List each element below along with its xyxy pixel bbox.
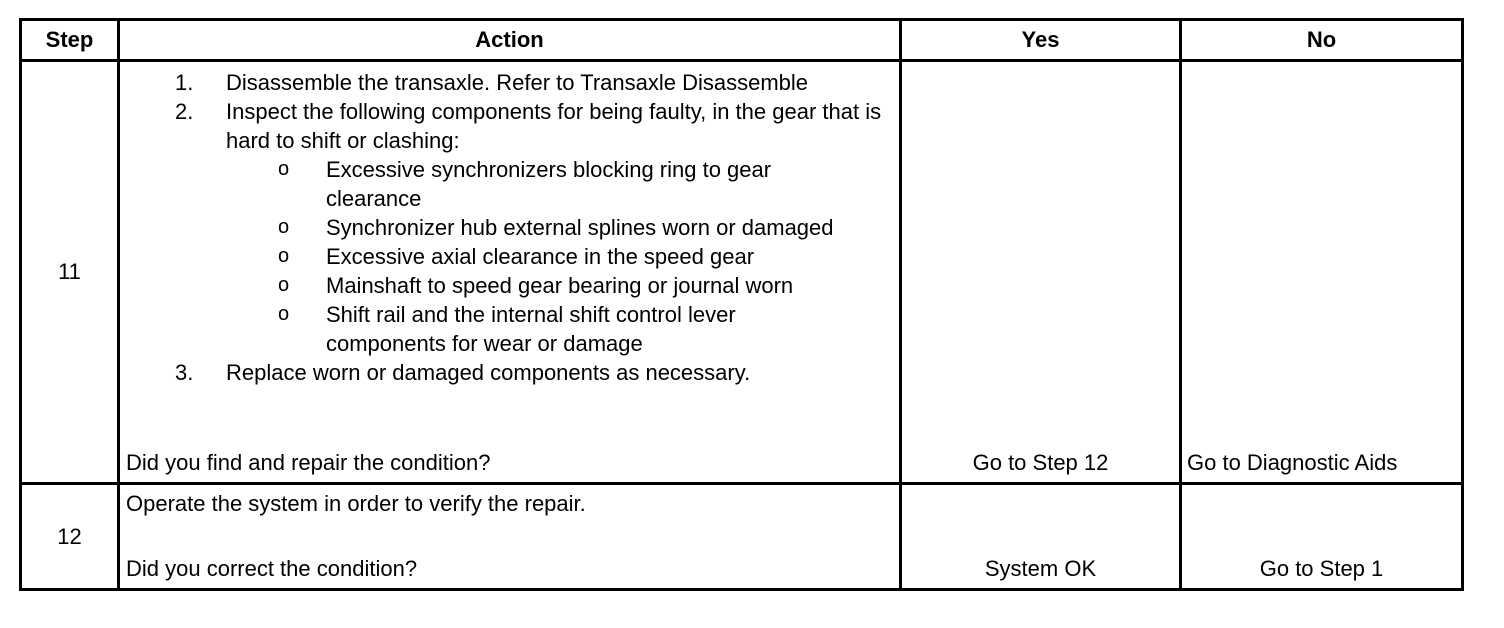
question-text: Did you find and repair the condition? — [126, 450, 491, 475]
list-item — [120, 358, 900, 387]
header-no: No — [1181, 20, 1463, 61]
header-row — [21, 20, 1463, 61]
question-text: Did you correct the condition? — [126, 556, 418, 581]
item-text: Disassemble the transaxle. Refer to Transaxle Disassemble — [226, 70, 809, 95]
sub-item-text: Mainshaft to speed gear bearing or journal worn — [326, 273, 794, 298]
sub-list-item — [120, 242, 900, 271]
sub-list-item — [120, 271, 900, 300]
header-yes: Yes — [901, 20, 1181, 61]
yes-answer: Go to Step 12 — [972, 450, 1109, 475]
bullet-icon: o — [278, 216, 290, 238]
sub-list-item — [120, 300, 900, 358]
header-step: Step — [21, 20, 119, 61]
yes-cell — [901, 61, 1181, 484]
no-answer: Go to Step 1 — [1259, 556, 1384, 581]
item-text: Inspect the following components for being faulty, in the gear that is hard to shift or clashing: — [226, 99, 882, 153]
sub-item-text: Excessive synchronizers blocking ring to gear clearance — [326, 157, 772, 211]
step-number: 11 — [21, 61, 119, 484]
sub-item-text: Synchronizer hub external splines worn or damaged — [326, 215, 834, 240]
no-answer: Go to Diagnostic Aids — [1187, 450, 1398, 475]
sub-list-item — [120, 155, 900, 213]
action-cell — [119, 484, 901, 590]
item-text: Replace worn or damaged components as necessary. — [226, 360, 751, 385]
yes-cell — [901, 484, 1181, 590]
no-cell — [1181, 484, 1463, 590]
bullet-icon: o — [278, 245, 290, 267]
sub-item-text: Shift rail and the internal shift control lever components for wear or damage — [326, 302, 736, 356]
bullet-icon: o — [278, 274, 290, 296]
table-row-step-11 — [21, 61, 1463, 484]
sub-item-text: Excessive axial clearance in the speed gear — [326, 244, 755, 269]
step-number: 12 — [21, 484, 119, 590]
table-row-step-12 — [21, 484, 1463, 590]
no-cell — [1181, 61, 1463, 484]
bullet-icon: o — [278, 303, 290, 325]
header-action: Action — [119, 20, 901, 61]
action-steps-list — [120, 68, 900, 387]
action-text: Operate the system in order to verify the repair. — [126, 491, 586, 516]
list-item — [120, 97, 900, 155]
diagnostic-table — [19, 18, 1464, 591]
yes-answer: System OK — [984, 556, 1097, 581]
sub-list-item — [120, 213, 900, 242]
item-number: 3. — [175, 360, 194, 385]
item-number: 1. — [175, 70, 194, 95]
item-number: 2. — [175, 99, 194, 124]
action-cell — [119, 61, 901, 484]
bullet-icon: o — [278, 158, 290, 180]
list-item — [120, 68, 900, 97]
